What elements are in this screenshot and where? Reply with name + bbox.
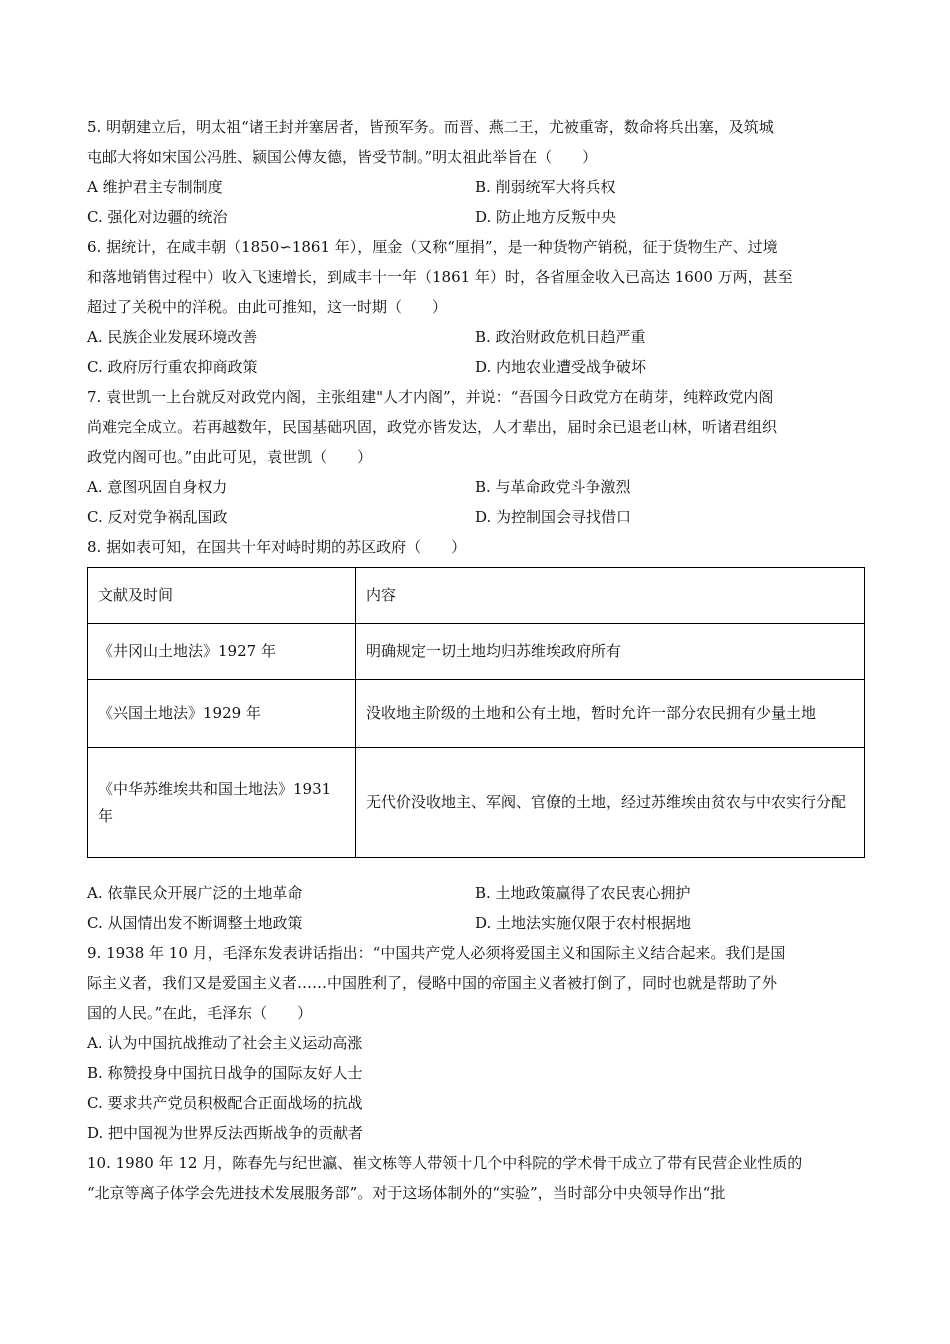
table-cell: 《中华苏维埃共和国土地法》1931 年 (88, 748, 356, 858)
question-8 (87, 532, 865, 562)
question-6-options (87, 322, 865, 382)
question-10-line: “北京等离子体学会先进技术发展服务部”。对于这场体制外的“实验”，当时部分中央领导作出“批 (87, 1184, 726, 1202)
option-a: A 维护君主专制制度 (87, 178, 223, 196)
table-row (88, 680, 865, 748)
option-d: D. 内地农业遭受战争破坏 (475, 358, 647, 376)
question-9 (87, 938, 865, 1028)
exam-page (87, 112, 865, 1208)
table-row (88, 624, 865, 680)
table-cell: 明确规定一切土地均归苏维埃政府所有 (356, 624, 865, 680)
question-7 (87, 382, 865, 472)
question-10 (87, 1148, 865, 1208)
table-header-cell: 文献及时间 (88, 568, 356, 624)
option-d: D. 为控制国会寻找借口 (475, 508, 632, 526)
option-c: C. 从国情出发不断调整土地政策 (87, 914, 303, 932)
option-b: B. 与革命政党斗争激烈 (475, 478, 631, 496)
option-d: D. 土地法实施仅限于农村根据地 (475, 914, 692, 932)
question-9-options (87, 1028, 865, 1148)
table-cell: 无代价没收地主、军阀、官僚的土地，经过苏维埃由贫农与中农实行分配 (356, 748, 865, 858)
question-6-line: 6. 据统计，在咸丰朝（1850∽1861 年），厘金（又称“厘捐”，是一种货物产销税，征于货物生产、过境 (87, 238, 778, 256)
option-a: A. 民族企业发展环境改善 (87, 328, 258, 346)
question-6 (87, 232, 865, 322)
question-5 (87, 112, 865, 172)
question-7-line: 政党内阁可也。”由此可见，袁世凯（ ） (87, 448, 373, 466)
question-5-options (87, 172, 865, 232)
question-10-line: 10. 1980 年 12 月，陈春先与纪世瀛、崔文栋等人带领十几个中科院的学术骨干成立了带有民营企业性质的 (87, 1154, 803, 1172)
option-c: C. 强化对边疆的统治 (87, 208, 228, 226)
question-9-line: 9. 1938 年 10 月，毛泽东发表讲话指出：“中国共产党人必须将爱国主义和国际主义结合起来。我们是国 (87, 944, 786, 962)
question-7-line: 7. 袁世凯一上台就反对政党内阁，主张组建"人才内阁”，并说：“吾国今日政党方在萌芽，纯粹政党内阁 (87, 388, 774, 406)
table-header-row (88, 568, 865, 624)
option-a: A. 依靠民众开展广泛的土地革命 (87, 884, 303, 902)
table-row (88, 748, 865, 858)
question-5-line: 屯邮大将如宋国公冯胜、颍国公傅友德，皆受节制。”明太祖此举旨在（ ） (87, 148, 598, 166)
option-d: D. 防止地方反叛中央 (475, 208, 617, 226)
option-a: A. 认为中国抗战推动了社会主义运动高涨 (87, 1034, 363, 1052)
question-8-options (87, 878, 865, 938)
table-cell: 没收地主阶级的土地和公有土地，暂时允许一部分农民拥有少量土地 (356, 680, 865, 748)
option-b: B. 政治财政危机日趋严重 (475, 328, 646, 346)
option-c: C. 政府厉行重农抑商政策 (87, 358, 258, 376)
question-6-line: 超过了关税中的洋税。由此可推知，这一时期（ ） (87, 298, 448, 316)
option-b: B. 称赞投身中国抗日战争的国际友好人士 (87, 1064, 363, 1082)
question-9-line: 国的人民。”在此，毛泽东（ ） (87, 1004, 313, 1022)
table-header-cell: 内容 (356, 568, 865, 624)
table-cell: 《兴国土地法》1929 年 (88, 680, 356, 748)
option-b: B. 削弱统军大将兵权 (475, 178, 616, 196)
question-5-line: 5. 明朝建立后，明太祖“诸王封并塞居者，皆预军务。而晋、燕二王，尤被重寄，数命将兵出塞，及筑城 (87, 118, 774, 136)
question-9-line: 际主义者，我们又是爱国主义者……中国胜利了，侵略中国的帝国主义者被打倒了，同时也就是帮助了外 (87, 974, 778, 992)
table-cell: 《井冈山土地法》1927 年 (88, 624, 356, 680)
question-6-line: 和落地销售过程中）收入飞速增长，到咸丰十一年（1861 年）时，各省厘金收入已高达 1600 万两，甚至 (87, 268, 793, 286)
question-7-line: 尚难完全成立。若再越数年，民国基础巩固，政党亦皆发达，人才辈出，届时余已退老山林，听诸君组织 (87, 418, 778, 436)
option-c: C. 反对党争祸乱国政 (87, 508, 228, 526)
option-b: B. 土地政策赢得了农民衷心拥护 (475, 884, 691, 902)
question-8-line: 8. 据如表可知，在国共十年对峙时期的苏区政府（ ） (87, 538, 467, 556)
option-a: A. 意图巩固自身权力 (87, 478, 228, 496)
option-d: D. 把中国视为世界反法西斯战争的贡献者 (87, 1124, 364, 1142)
option-c: C. 要求共产党员积极配合正面战场的抗战 (87, 1094, 363, 1112)
question-7-options (87, 472, 865, 532)
land-law-table (87, 567, 865, 858)
